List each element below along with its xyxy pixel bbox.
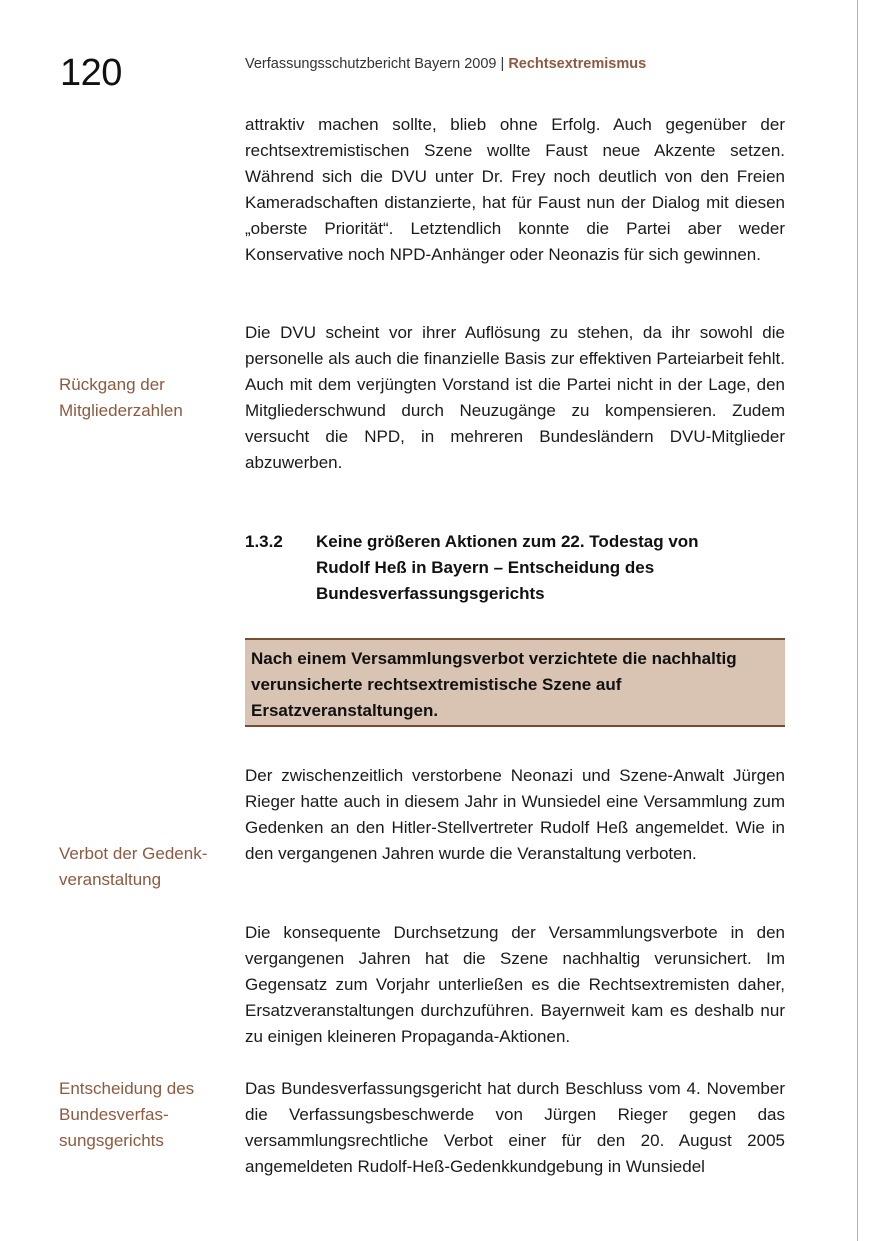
paragraph-rieger-assembly: Der zwischenzeitlich verstorbene Neonazi und Szene-Anwalt Jürgen Rieger hatte auch in diesem Jahr in Wunsiedel eine Versammlung zum Gedenken an den Hitler-Stellvertreter Rudolf Heß angemeldet. Wie in den vergangenen Jahren wurde die Veranstaltung verboten. (245, 766, 785, 863)
page-edge-rule (857, 0, 858, 1241)
paragraph-dvu-faust: attraktiv machen sollte, blieb ohne Erfolg. Auch gegenüber der rechtsextremistischen Szene wollte Faust neue Akzente setzen. Während sich die DVU unter Dr. Frey noch deutlich von den Freien Kameradschaften distanzierte, hat für Faust nun der Dialog mit diesen „oberste Priorität“. Letztendlich konnte die Partei aber weder Konservative noch NPD-Anhänger oder Neonazis für sich gewinnen. (245, 115, 785, 264)
margin-note-court-decision: Entscheidung des Bundesverfassungsgerichts (59, 1079, 195, 1150)
paragraph-dvu-decline: Die DVU scheint vor ihrer Auflösung zu stehen, da ihr sowohl die personelle als auch die finanzielle Basis zur effektiven Parteiarbeit fehlt. Auch mit dem verjüngten Vorstand ist die Partei nicht in der Lage, den Mitgliederschwund durch Neuzugänge zu kompensieren. Zudem versucht die NPD, in mehreren Bundesländern DVU-Mitglieder abzuwerben. (245, 323, 785, 472)
paragraph-constitutional-court: Das Bundesverfassungsgericht hat durch Beschluss vom 4. November die Verfassungsbeschwerde von Jürgen Rieger gegen das versammlungsrechtliche Verbot einer für den 20. August 2005 angemeldeten Rudolf-Heß-Gedenkkundgebung in Wunsiedel (245, 1079, 785, 1176)
section-number: 1.3.2 (245, 532, 283, 551)
running-header (245, 55, 646, 73)
header-separator: | (500, 56, 505, 72)
paragraph-enforcement: Die konsequente Durchsetzung der Versammlungsverbote in den vergangenen Jahren hat die Szene nachhaltig verunsichert. Im Gegensatz zum Vorjahr unterließen es die Rechtsextremisten daher, Ersatzveranstaltungen durchzuführen. Bayernweit kam es deshalb nur zu einigen kleineren Propaganda-Aktionen. (245, 923, 785, 1046)
publication-title: Verfassungsschutzbericht Bayern 2009 (245, 56, 497, 72)
margin-note-ban: Verbot der Gedenkveranstaltung (59, 844, 208, 889)
callout-text: Nach einem Versammlungsverbot verzichtete die nachhaltig verunsicherte rechtsextremistische Szene auf Ersatzveranstaltungen. (251, 649, 737, 720)
page-number: 120 (60, 52, 122, 94)
section-heading (245, 529, 785, 607)
section-title: Keine größeren Aktionen zum 22. Todestag von Rudolf Heß in Bayern – Entscheidung des Bundesverfassungsgerichts (316, 532, 699, 603)
section-name: Rechtsextremismus (508, 56, 647, 72)
summary-callout-box (245, 638, 785, 727)
margin-note-membership-decline: Rückgang der Mitgliederzahlen (59, 375, 183, 420)
